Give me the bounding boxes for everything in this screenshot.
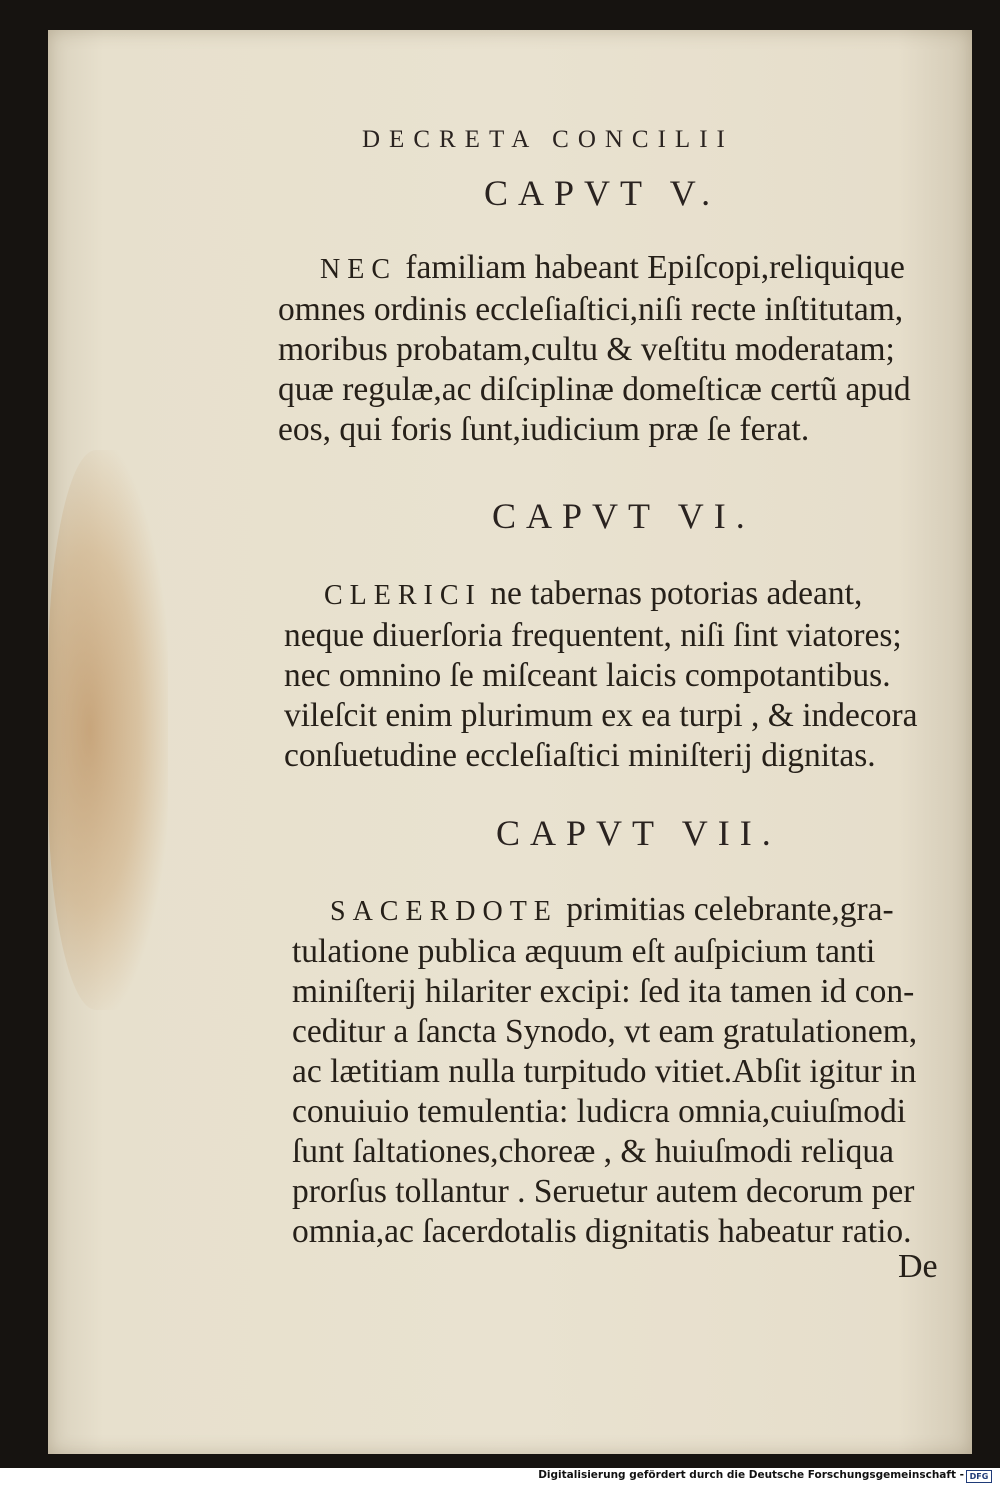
initial-word: SACERDOTE bbox=[330, 896, 558, 927]
running-head: DECRETA CONCILII bbox=[362, 126, 734, 153]
text-line: omnia,ac ſacerdotalis dignitatis habeatur ratio. bbox=[292, 1213, 912, 1250]
text-line: vileſcit enim plurimum ex ea turpi , & indecora bbox=[284, 697, 918, 734]
initial-word: CLERICI bbox=[324, 580, 482, 611]
text-line: ceditur a ſancta Synodo, vt eam gratulationem, bbox=[292, 1013, 918, 1050]
text-line: ac lætitiam nulla turpitudo vitiet.Abſit igitur in bbox=[292, 1053, 917, 1090]
text-line: prorſus tollantur . Seruetur autem decorum per bbox=[292, 1173, 915, 1210]
dfg-logo-icon: DFG bbox=[966, 1470, 992, 1483]
chapter-heading: CAPVT VI. bbox=[492, 496, 755, 536]
digitization-footer bbox=[0, 1468, 1000, 1485]
line-text: ne tabernas potorias adeant, bbox=[490, 575, 863, 612]
text-line: conſuetudine eccleſiaſtici miniſterij dignitas. bbox=[284, 737, 876, 774]
initial-word: NEC bbox=[320, 254, 397, 285]
chapter-text bbox=[292, 890, 942, 1252]
text-line: omnes ordinis eccleſiaſtici,niſi recte inſtitutam, bbox=[278, 291, 904, 328]
water-stain bbox=[48, 450, 168, 1010]
chapter-text bbox=[278, 248, 928, 450]
line-text: familiam habeant Epiſcopi,reliquique bbox=[405, 249, 905, 286]
text-line: ſunt ſaltationes,choreæ , & huiuſmodi reliqua bbox=[292, 1133, 894, 1170]
text-line bbox=[292, 890, 942, 932]
text-line bbox=[278, 248, 928, 290]
chapter-heading: CAPVT VII. bbox=[496, 813, 781, 853]
text-line: conuiuio temulentia: ludicra omnia,cuiuſmodi bbox=[292, 1093, 907, 1130]
line-text: primitias celebrante,gra- bbox=[566, 891, 894, 928]
text-line: miniſterij hilariter excipi: ſed ita tamen id con- bbox=[292, 973, 915, 1010]
text-line: eos, qui foris ſunt,iudicium præ ſe ferat. bbox=[278, 411, 810, 448]
text-line: neque diuerſoria frequentent, niſi ſint viatores; bbox=[284, 617, 902, 654]
text-line: quæ regulæ,ac diſciplinæ domeſticæ certũ apud bbox=[278, 371, 911, 408]
text-line: tulatione publica æquum eſt auſpicium tanti bbox=[292, 933, 876, 970]
catchword: De bbox=[898, 1248, 938, 1285]
text-line bbox=[284, 574, 934, 616]
chapter-text bbox=[284, 574, 934, 776]
chapter-heading: CAPVT V. bbox=[484, 173, 721, 213]
text-line: nec omnino ſe miſceant laicis compotantibus. bbox=[284, 657, 891, 694]
text-line: moribus probatam,cultu & veſtitu moderatam; bbox=[278, 331, 895, 368]
footer-text: Digitalisierung gefördert durch die Deutsche Forschungsgemeinschaft - bbox=[538, 1469, 964, 1481]
